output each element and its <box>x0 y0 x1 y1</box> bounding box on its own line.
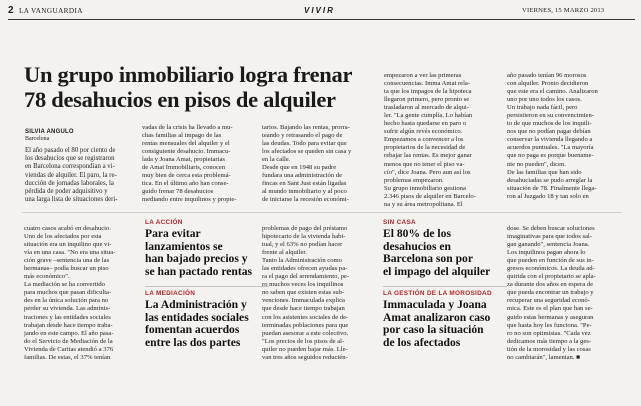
sidebar-accion <box>145 219 269 278</box>
header-rule <box>8 19 635 20</box>
sidebar-heading: Immaculada y Joana Amat analizaron caso por caso la situación de los afectados <box>383 298 491 349</box>
publication-name: LA VANGUARDIA <box>19 7 83 15</box>
sidebar-heading: La Administración y las entidades sociales fomentan acuerdos entre las dos partes <box>145 298 249 349</box>
column-bottom-3: problemas de pago del préstamo hipotecario de la vivienda habi- tual, y el 63% no podían hacer frente al alquiler. Tanto la Administración como las entidades ofrecen ayudas pa- ra el pago del arrendamiento, pe- ro muchos veces los inquilinos no saben que existen estas sub- venciones. Immaculada explica que desde hace tiempo trabajan con los asistentes sociales de de- terminadas poblaciones para que puedan asesorar a este colectivo. "Los precios de los pisos de al- quiler no pueden bajar más. Lle- van tres años seguidos reducién- <box>262 225 350 361</box>
sidebar-kicker: LA GESTIÓN DE LA MOROSIDAD <box>383 290 492 297</box>
sidebar-kicker: LA MEDIACIÓN <box>145 290 196 297</box>
page-header <box>0 0 641 20</box>
headline-line-1: Un grupo inmobiliario logra frenar <box>24 62 353 87</box>
sidebar-heading: Para evitar lanzamientos se han bajado precios y se han pactado rentas <box>145 227 253 278</box>
sidebar-sincasa <box>383 219 507 278</box>
column-top-5: año pasado tenían 96 morosos con alquiler. Pronto decidieron que este era el camino. Analizaron uno por uno todos los casos. Un trabajo nada fácil, pero persistieron en su convencimien- to de que muchos de los inquili- nos que no podían pagar debían conservar la vivienda llegando a acuerdos puntuales. "La mayoría que no paga es porque buename- nte no pueden", dicen. De las familias que han sido desahuciadas se pudo arreglar la situación de 78. Finalmente llega- ron al Juzgado 18 y tan solo en <box>507 72 598 200</box>
column-bottom-5: dose. Se deben buscar soluciones imaginativas para que todos sal- gan ganando", sentencia Joana. Los inquilinos pagan ahora lo que pueden en función de sus in- gresos económicos. La deuda ad- quirida con el propietario se apla- za durante dos años en espera de que pueda encontrar un trabajo y recuperar una seguridad econó- mica. Este es el plan que han se- guido estas hermanas y aseguran que hasta hoy les funciona. "Pe- ro no son optimistas. "Cada vez dedicamos más tiempo a la ges- tión de la morosidad y las cosas no cambiarán", lamentan. ■ <box>507 225 596 361</box>
sidebar-rule <box>145 286 269 287</box>
section-name: VIVIR <box>304 6 335 15</box>
section-divider <box>22 212 622 213</box>
lead-paragraph: El año pasado el 80 por ciento de los desahucios que se registraron en Barcelona correspondían a vi- viendas de alquiler. El paro, la re- ducción de jornadas laborales, la pérdida de poder adquisitivo y una larga lista de situaciones deri- <box>25 147 118 204</box>
headline <box>24 62 394 112</box>
column-top-2: vadas de la crisis ha llevado a mu- chas familias al impago de las rentas mensuales del alquiler y el consiguiente desahucio. Immacu- lada y Joana Amat, propietarias de Amat Immobiliaris, conocen muy bien de cerca esta problemá- tica. En el último año han conse- guido frenar 78 desahucios mediando entre inquilinos y propie- <box>142 124 237 204</box>
headline-line-2: 78 desahucios en pisos de alquiler <box>24 87 336 112</box>
author-name: SILVIA ANGULO <box>25 129 74 135</box>
sidebar-mediacion <box>145 290 269 349</box>
byline <box>25 129 74 142</box>
column-bottom-1: cuatro casos acabó en desahucio. Uno de los afectados por esta situación era un inquilino que vi- vía en una casa. "No era una situa- ción grave –sentencia una de las hermanas– podía buscar un piso más económico". La mediación se ha convertido para muchos que pasan dificulta- des en la única solución para no perder su vivienda. Las adminis- traciones y las entidades sociales trabajan desde hace tiempo traba- jando en este campo. El año pasa- do el Servicio de Mediación de la Vivienda de Caritas atendió a 376 familias. De estas, el 37% tenían <box>24 225 116 361</box>
page-number: 2 <box>8 5 14 16</box>
author-location: Barcelona <box>25 136 50 142</box>
column-top-3: tarios. Bajando las rentas, prorra- teando y retrasando el pago de las deudas. Todo para evitar que los afectados se queden sin casa y en la calle. Desde que en 1948 su padre fundara una administración de fincas en Sant Just están ligadas al mundo inmobiliario y al poco de iniciarse la recesión económi- <box>262 124 352 204</box>
sidebar-heading: El 80% de los desahucios en Barcelona son por el impago del alquiler <box>383 227 491 278</box>
sidebar-kicker: LA ACCIÓN <box>145 219 183 226</box>
sidebar-gestion <box>383 290 507 349</box>
sidebar-rule <box>383 286 507 287</box>
issue-date: VIERNES, 15 MARZO 2013 <box>522 7 605 14</box>
column-top-4: empezaron a ver las primeras consecuencias. Imma Amat rela- ta que los impagos de la hipoteca llegaron primero, pero pronto se trasladaron al mercado de alqui- ler. "La gente cumplía. Lo habían hecho hasta quedarse en paro o sufrir algún revés económico. Empezamos a convencer a los propietarios de la necesidad de rebajar las rentas. Es mejor ganar menos que no tener el piso va- cío", dice Joana. Pero aun así los problemas empezaron. Su grupo inmobiliario gestiona 2.346 pisos de alquiler en Barcelo- na y su área metropolitana. El <box>384 72 476 208</box>
sidebar-kicker: SIN CASA <box>383 219 416 226</box>
